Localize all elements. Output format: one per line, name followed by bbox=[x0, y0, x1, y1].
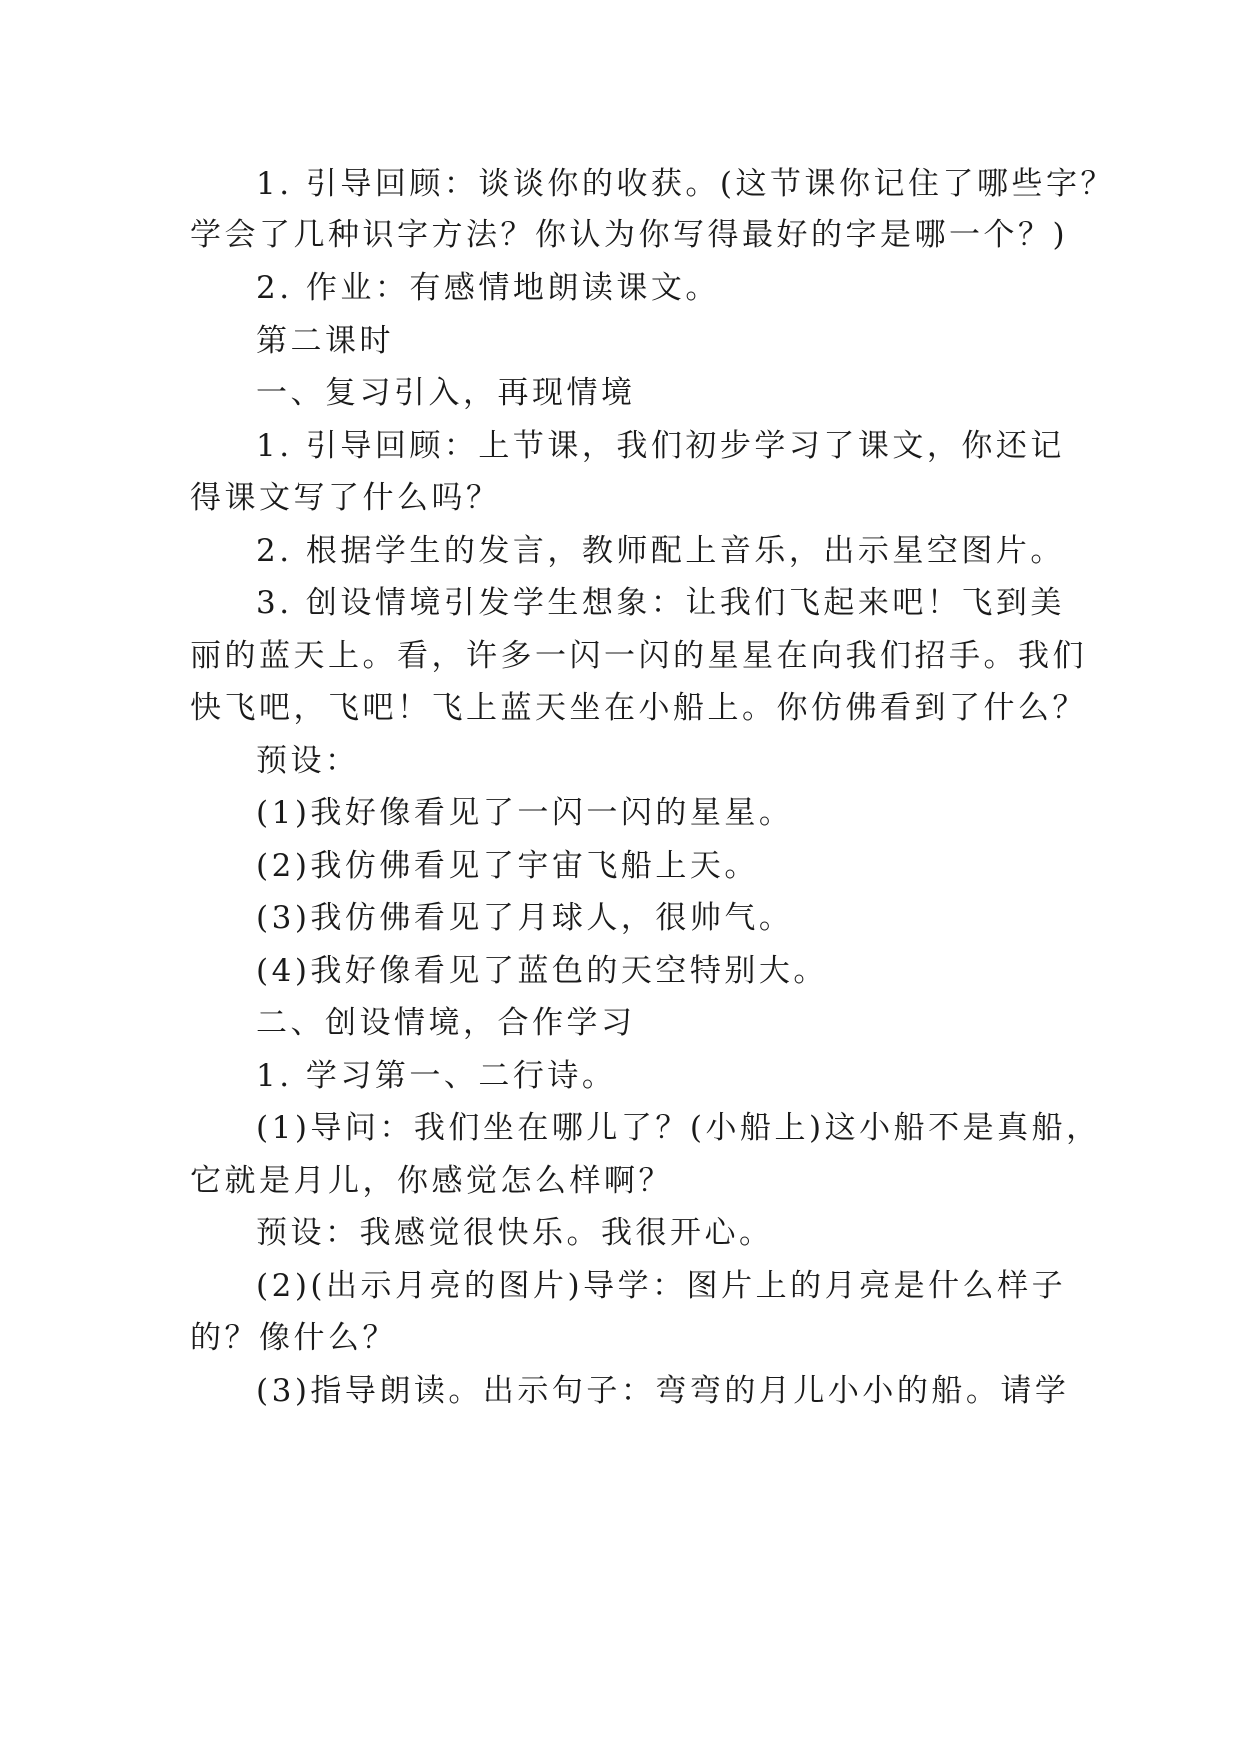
section-heading: 二、创设情境，合作学习 bbox=[256, 1005, 636, 1041]
text-line: 1. 引导回顾：谈谈你的收获。(这节课你记住了哪些字？ bbox=[256, 166, 1116, 202]
text-line: 1. 引导回顾：上节课，我们初步学习了课文，你还记 bbox=[256, 428, 1065, 464]
list-item: (3)我仿佛看见了月球人，很帅气。 bbox=[256, 900, 794, 936]
text-line: 1. 学习第一、二行诗。 bbox=[256, 1058, 617, 1094]
text-line: (1)导问：我们坐在哪儿了？(小船上)这小船不是真船， bbox=[256, 1110, 1101, 1146]
text-line: 2. 根据学生的发言，教师配上音乐，出示星空图片。 bbox=[256, 533, 1065, 569]
text-line: 3. 创设情境引发学生想象：让我们飞起来吧！飞到美 bbox=[256, 585, 1065, 621]
text-line: 学会了几种识字方法？你认为你写得最好的字是哪一个？) bbox=[190, 217, 1069, 253]
section-heading: 一、复习引入，再现情境 bbox=[256, 375, 636, 411]
text-line: 的？像什么？ bbox=[190, 1320, 397, 1356]
text-line: 它就是月儿，你感觉怎么样啊？ bbox=[190, 1163, 673, 1199]
text-line: 得课文写了什么吗？ bbox=[190, 480, 501, 516]
text-line: (2)(出示月亮的图片)导学：图片上的月亮是什么样子 bbox=[256, 1268, 1067, 1304]
text-line: 预设：我感觉很快乐。我很开心。 bbox=[256, 1215, 774, 1251]
list-item: (1)我好像看见了一闪一闪的星星。 bbox=[256, 795, 794, 831]
text-line: (3)指导朗读。出示句子：弯弯的月儿小小的船。请学 bbox=[256, 1373, 1070, 1409]
list-item: (2)我仿佛看见了宇宙飞船上天。 bbox=[256, 848, 759, 884]
section-heading: 第二课时 bbox=[256, 323, 394, 359]
text-line: 丽的蓝天上。看，许多一闪一闪的星星在向我们招手。我们 bbox=[190, 638, 1087, 674]
text-line: 快飞吧，飞吧！飞上蓝天坐在小船上。你仿佛看到了什么？ bbox=[190, 690, 1087, 726]
list-item: (4)我好像看见了蓝色的天空特别大。 bbox=[256, 953, 828, 989]
text-line: 预设： bbox=[256, 743, 360, 779]
text-line: 2. 作业：有感情地朗读课文。 bbox=[256, 270, 720, 306]
